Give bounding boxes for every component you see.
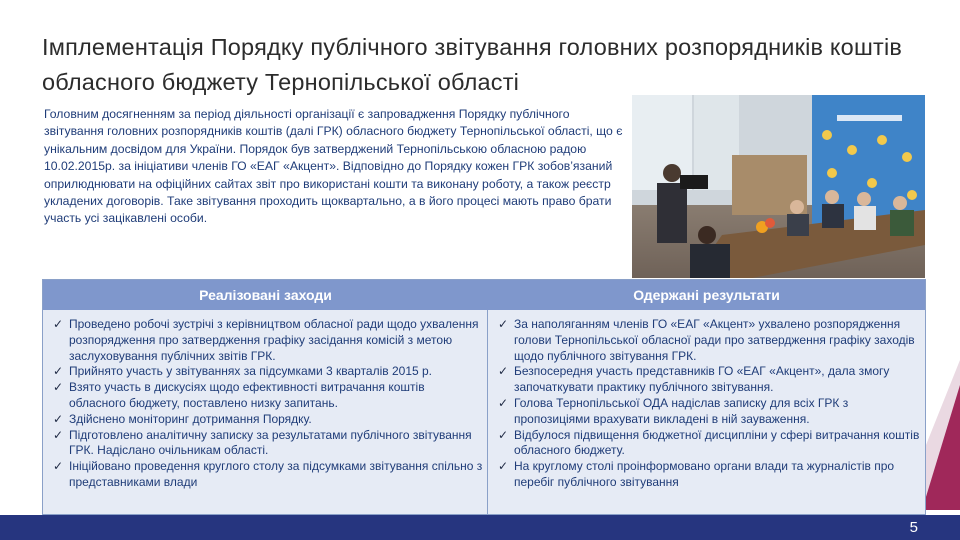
list-item: ✓ Проведено робочі зустрічі з керівництвом обласної ради щодо ухвалення розпорядження про затвердження графіку засідання комісій з метою заслуховування публічних звітів ГРК. bbox=[53, 317, 479, 363]
intro-paragraph: Головним досягненням за період діяльності організації є запровадження Порядку публічного звітування головних розпорядників коштів (далі ГРК) обласного бюджету Тернопільської області, що є унікальним досвідом для України. Порядок був затверджений Тернопільською обласною радою 10.02.2015р. за ініціативи членів ГО «ЕАГ «Акцент». Відповідно до Порядку кожен ГРК зобов’язаний оприлюднювати на офіційних сайтах звіт про використані кошти та виконану роботу, а також реєстр укладених договорів. Таке звітування проходить щоквартально, а в його процесі мають право брати участь усі зацікавлені особи. bbox=[44, 107, 623, 226]
list-item: ✓ Взято участь в дискусіях щодо ефективності витрачання коштів обласного бюджету, поставлено низку запитань. bbox=[53, 380, 425, 410]
check-icon: ✓ bbox=[498, 459, 509, 474]
check-icon: ✓ bbox=[498, 364, 509, 379]
check-icon: ✓ bbox=[53, 380, 64, 395]
list-item: ✓ Безпосередня участь представників ГО «ЕАГ «Акцент», дала змогу започаткувати практику публічного звітування. bbox=[498, 364, 890, 395]
check-icon: ✓ bbox=[53, 317, 64, 331]
slide-title: Імплементація Порядку публічного звітування головних розпорядників коштів обласного бюджету Тернопільської області bbox=[42, 34, 903, 95]
check-icon: ✓ bbox=[498, 395, 509, 410]
check-icon: ✓ bbox=[53, 427, 64, 442]
implemented-measures-cell bbox=[43, 310, 488, 514]
check-icon: ✓ bbox=[53, 364, 64, 379]
meeting-photo-illustration bbox=[632, 95, 925, 278]
check-icon: ✓ bbox=[498, 427, 509, 442]
check-icon: ✓ bbox=[53, 459, 64, 474]
header-implemented-measures: Реалізовані заходи bbox=[199, 287, 332, 303]
list-item: ✓ Підготовлено аналітичну записку за результатами публічного звітування ГРК. Надіслано очільникам області. bbox=[53, 427, 472, 458]
check-icon: ✓ bbox=[53, 411, 64, 426]
check-icon: ✓ bbox=[498, 317, 509, 331]
list-item: ✓ На круглому столі проінформовано органи влади та журналістів про перебіг публічного звітування bbox=[498, 459, 895, 489]
list-item: ✓ Прийнято участь у звітуваннях за підсумками 3 кварталів 2015 р. bbox=[53, 364, 433, 379]
table-body-row bbox=[43, 310, 925, 514]
table-header-row bbox=[43, 280, 925, 310]
list-item: ✓ Здійснено моніторинг дотримання Порядку. bbox=[53, 411, 312, 426]
list-item: ✓ Ініційовано проведення круглого столу за підсумками звітування спільно з представниками влади bbox=[53, 459, 483, 489]
obtained-results-cell bbox=[488, 310, 925, 514]
header-obtained-results: Одержані результати bbox=[633, 287, 780, 303]
page-number: 5 bbox=[909, 519, 918, 536]
results-table bbox=[42, 279, 926, 515]
list-item: ✓ Голова Тернопільської ОДА надіслав записку для всіх ГРК з пропозиціями врахувати викладені в ній зауваження. bbox=[498, 395, 849, 426]
list-item: ✓ За наполяганням членів ГО «ЕАГ «Акцент» ухвалено розпорядження голови Тернопільської обласної ради про затвердження графіку заходів щодо публічного звітування ГРК. bbox=[498, 317, 915, 363]
meeting-photo bbox=[632, 95, 925, 278]
list-item: ✓ Відбулося підвищення бюджетної дисципліни у сфері витрачання коштів обласного бюджету. bbox=[498, 427, 920, 458]
footer-bar bbox=[0, 515, 960, 540]
